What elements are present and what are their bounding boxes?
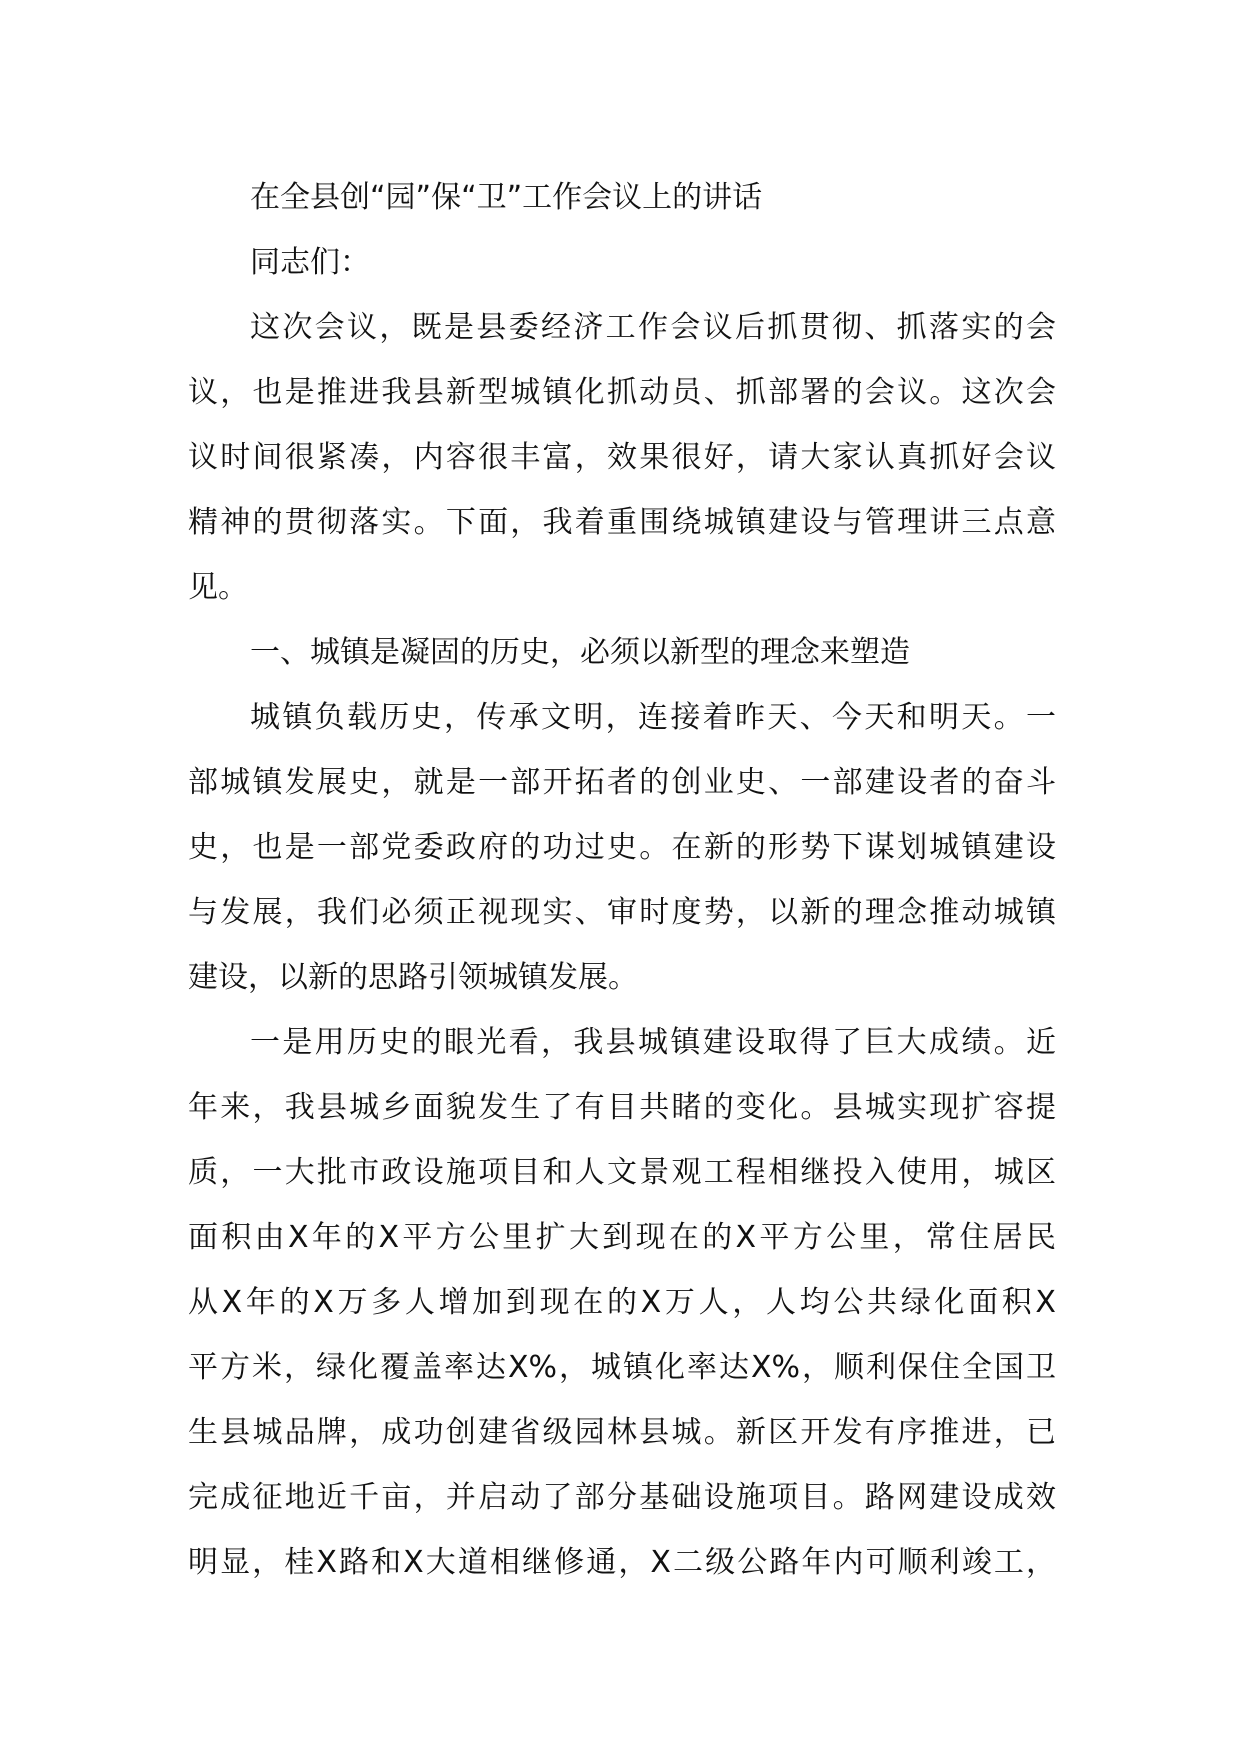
document-page	[188, 165, 1056, 1595]
paragraph-line: 生县城品牌，成功创建省级园林县城。新区开发有序推进，已	[188, 1415, 1056, 1450]
paragraph-line: 面积由X年的X平方公里扩大到现在的X平方公里，常住居民	[188, 1220, 1056, 1255]
paragraph-line: 明显，桂X路和X大道相继修通，X二级公路年内可顺利竣工，	[188, 1545, 1056, 1580]
paragraph-line: 见。	[188, 570, 248, 605]
paragraph-line: 年来，我县城乡面貌发生了有目共睹的变化。县城实现扩容提	[188, 1090, 1056, 1125]
paragraph-line: 完成征地近千亩，并启动了部分基础设施项目。路网建设成效	[188, 1480, 1056, 1515]
section-heading-text: 一、城镇是凝固的历史，必须以新型的理念来塑造	[250, 635, 910, 670]
paragraph-line: 平方米，绿化覆盖率达X%，城镇化率达X%，顺利保住全国卫	[188, 1350, 1056, 1385]
section-heading	[188, 620, 1056, 685]
paragraph-line: 与发展，我们必须正视现实、审时度势，以新的理念推动城镇	[188, 895, 1056, 930]
paragraph-line: 建设，以新的思路引领城镇发展。	[188, 960, 638, 995]
paragraph-line: 议时间很紧凑，内容很丰富，效果很好，请大家认真抓好会议	[188, 440, 1056, 475]
paragraph-line: 一是用历史的眼光看，我县城镇建设取得了巨大成绩。近	[250, 1025, 1056, 1060]
paragraph-intro	[188, 295, 1056, 620]
paragraph-line: 从X年的X万多人增加到现在的X万人，人均公共绿化面积X	[188, 1285, 1056, 1320]
paragraph-line: 议，也是推进我县新型城镇化抓动员、抓部署的会议。这次会	[188, 375, 1056, 410]
paragraph-history	[188, 685, 1056, 1010]
paragraph-line: 部城镇发展史，就是一部开拓者的创业史、一部建设者的奋斗	[188, 765, 1056, 800]
document-title: 在全县创“园”保“卫”工作会议上的讲话	[250, 180, 763, 215]
paragraph-line: 精神的贯彻落实。下面，我着重围绕城镇建设与管理讲三点意	[188, 505, 1056, 540]
paragraph-line: 史，也是一部党委政府的功过史。在新的形势下谋划城镇建设	[188, 830, 1056, 865]
paragraph-line: 质，一大批市政设施项目和人文景观工程相继投入使用，城区	[188, 1155, 1056, 1190]
paragraph-line: 这次会议，既是县委经济工作会议后抓贯彻、抓落实的会	[250, 310, 1056, 345]
salutation: 同志们：	[250, 245, 370, 280]
paragraph-line: 城镇负载历史，传承文明，连接着昨天、今天和明天。一	[250, 700, 1056, 735]
paragraph-achievements	[188, 1010, 1056, 1595]
